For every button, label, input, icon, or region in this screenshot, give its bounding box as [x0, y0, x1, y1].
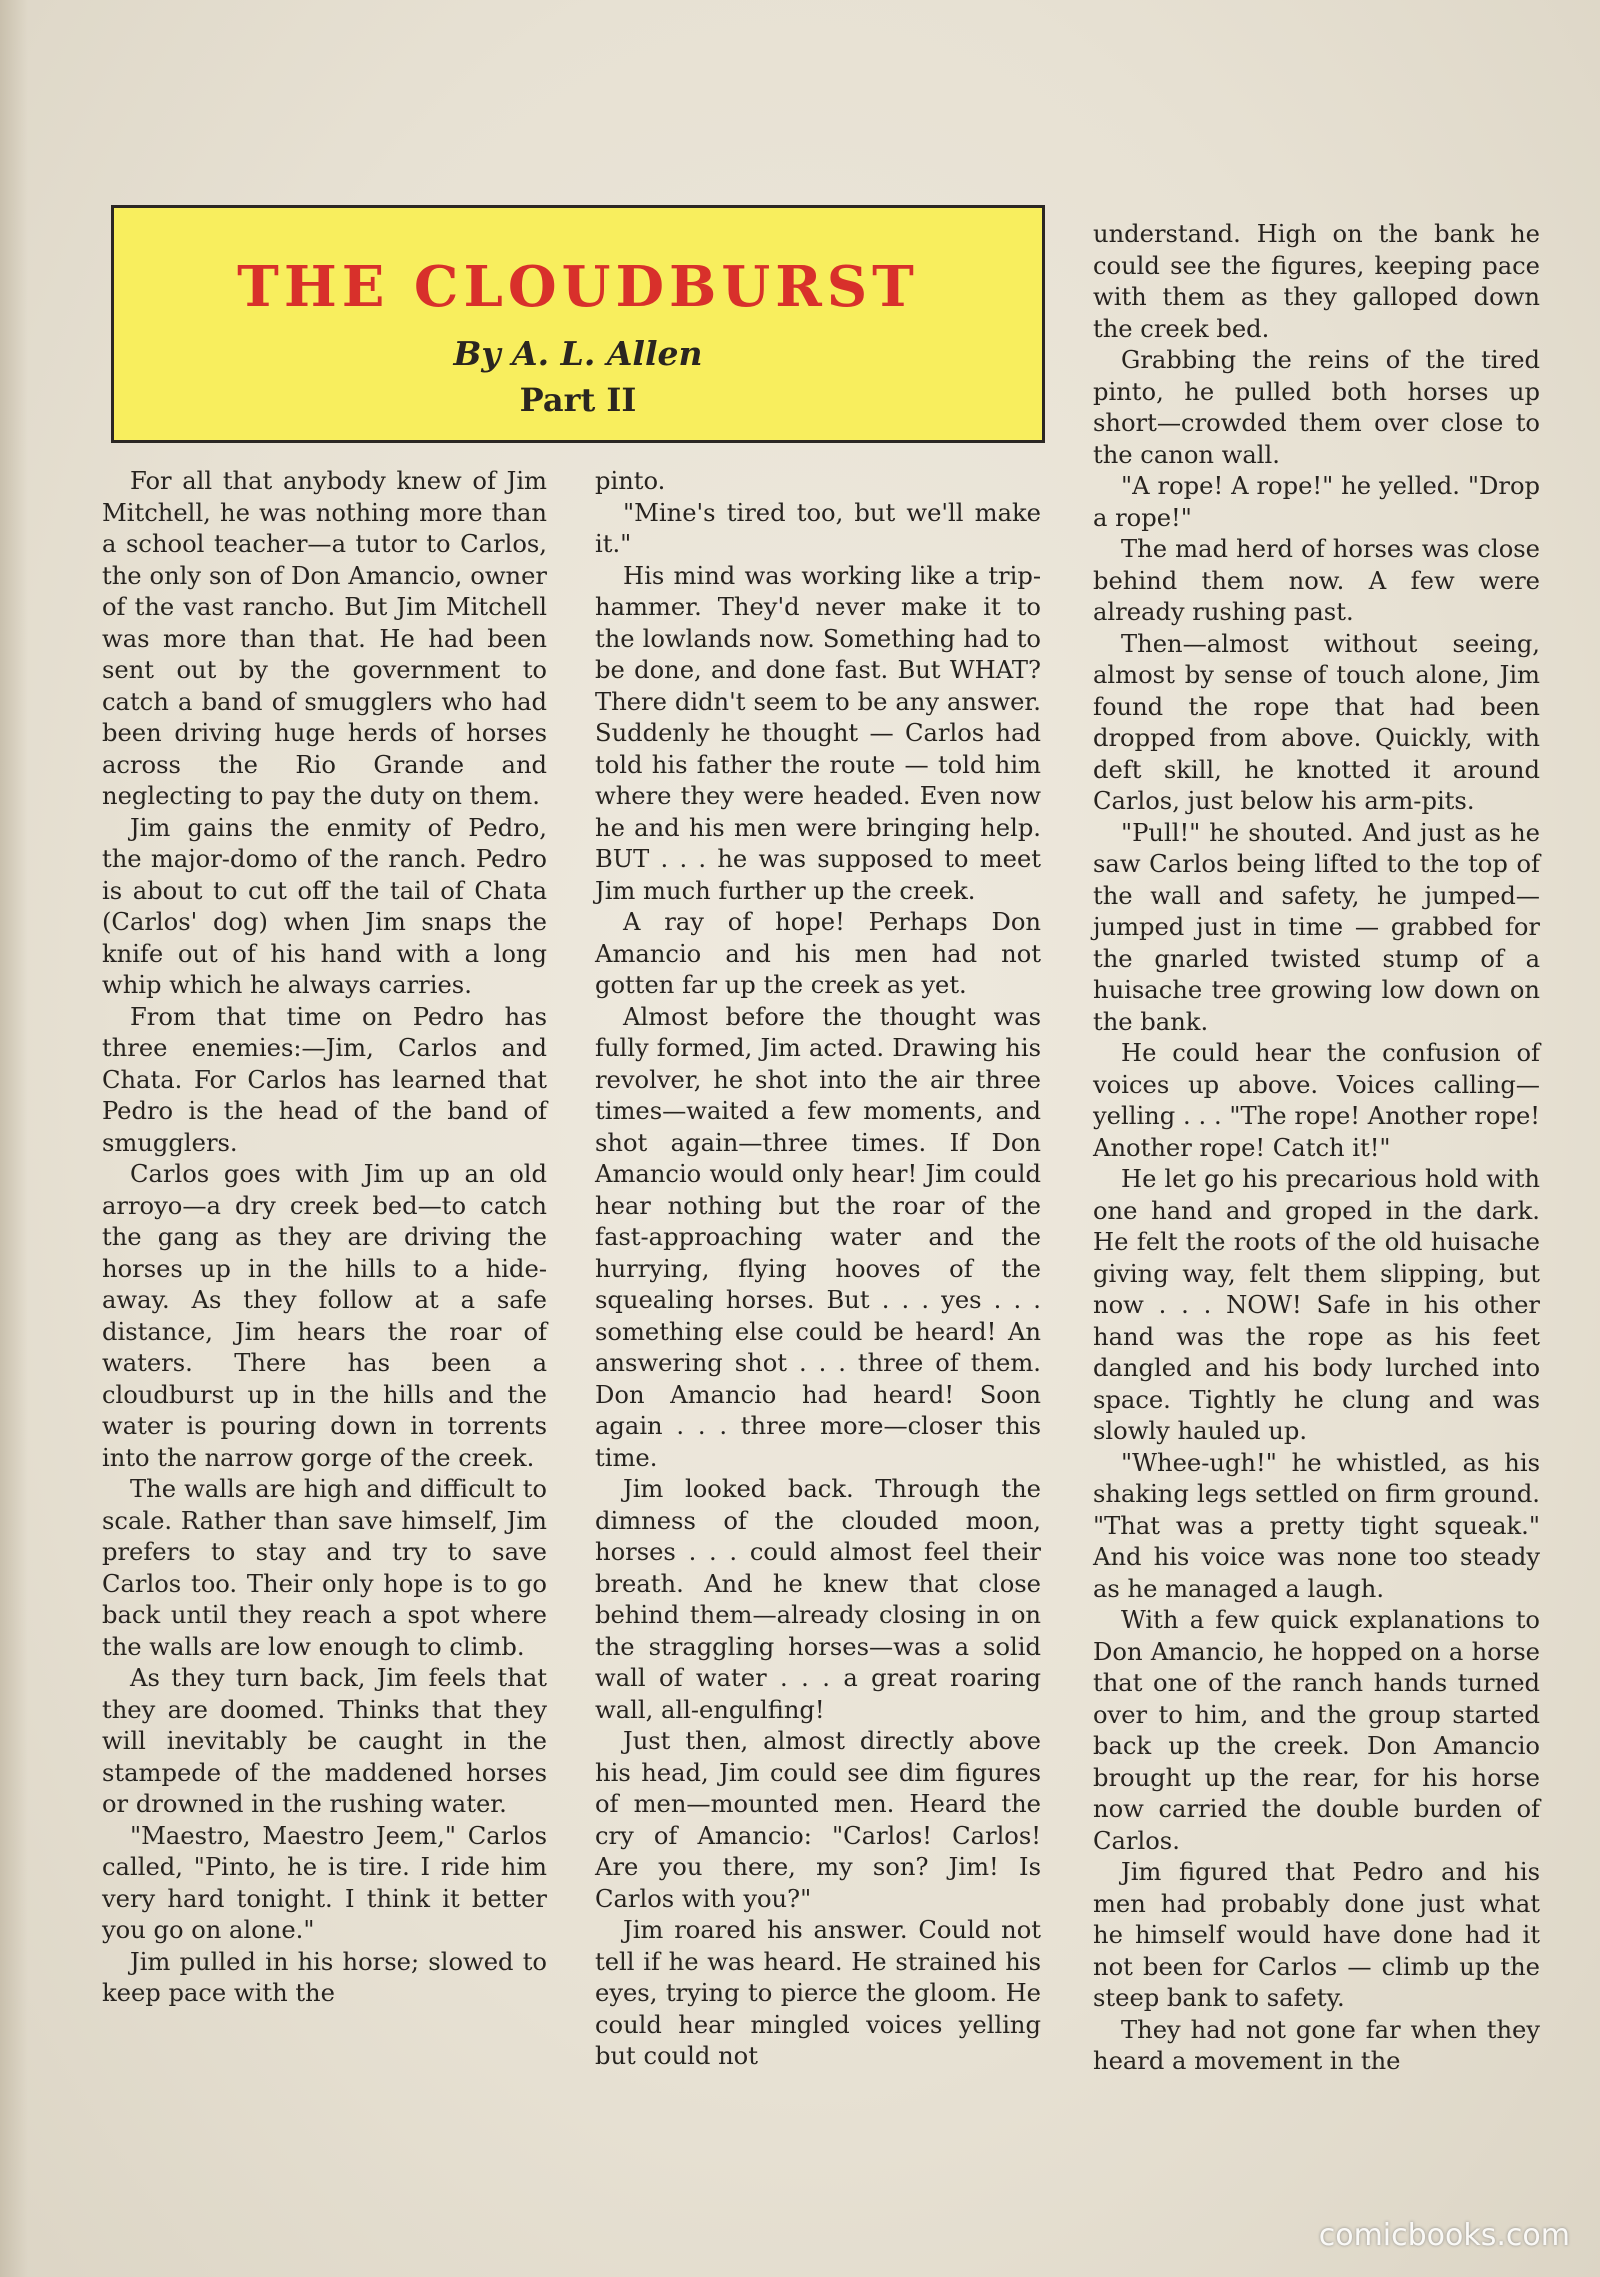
story-byline: By A. L. Allen: [453, 334, 703, 373]
paragraph: Then—almost without seeing, almost by sense of touch alone, Jim found the rope that had been dropped from above. Quickly, with deft skill, he knotted it around Carlos, just below his arm-pits.: [1093, 629, 1540, 815]
paragraph: "Pull!" he shouted. And just as he saw Carlos being lifted to the top of the wall and safety, he jumped—jumped just in time — grabbed for the gnarled twisted stump of a huisache tree growing low down on the bank.: [1093, 818, 1540, 1036]
paragraph: A ray of hope! Perhaps Don Amancio and his men had not gotten far up the creek as yet.: [595, 908, 1041, 999]
text-column-3: [1093, 219, 1540, 2078]
story-title: THE CLOUDBURST: [237, 254, 919, 320]
paragraph: The walls are high and difficult to scale. Rather than save himself, Jim prefers to stay and try to save Carlos too. Their only hope is to go back until they reach a spot where the walls are low enough to climb.: [102, 1475, 547, 1661]
text-column-1: [102, 466, 547, 2010]
text-column-2: [595, 466, 1041, 2073]
paragraph: He could hear the confusion of voices up above. Voices calling—yelling . . . "The rope! Another rope! Another rope! Catch it!": [1093, 1039, 1540, 1162]
paragraph: Jim pulled in his horse; slowed to keep pace with the: [102, 1947, 547, 2007]
site-watermark: comicbooks.com: [1318, 2218, 1570, 2253]
paragraph: With a few quick explanations to Don Amancio, he hopped on a horse that one of the ranch hands turned over to him, and the group started back up the creek. Don Amancio brought up the rear, for his horse now carried the double burden of Carlos.: [1093, 1606, 1540, 1855]
paragraph: Grabbing the reins of the tired pinto, he pulled both horses up short—crowded them over close to the canon wall.: [1093, 346, 1540, 469]
paragraph: Just then, almost directly above his head, Jim could see dim figures of men—mounted men. Heard the cry of Amancio: "Carlos! Carlos! Are you there, my son? Jim! Is Carlos with you?": [595, 1727, 1041, 1913]
paragraph: Jim roared his answer. Could not tell if he was heard. He strained his eyes, trying to pierce the gloom. He could hear mingled voices yelling but could not: [595, 1916, 1041, 2070]
paragraph: For all that anybody knew of Jim Mitchell, he was nothing more than a school teacher—a tutor to Carlos, the only son of Don Amancio, owner of the vast rancho. But Jim Mitchell was more than that. He had been sent out by the government to catch a band of smugglers who had been driving huge herds of horses across the Rio Grande and neglecting to pay the duty on them.: [102, 467, 547, 810]
paragraph: The mad herd of horses was close behind them now. A few were already rushing past.: [1093, 535, 1540, 626]
paragraph: From that time on Pedro has three enemies:—Jim, Carlos and Chata. For Carlos has learned that Pedro is the head of the band of smugglers.: [102, 1002, 547, 1157]
paragraph: He let go his precarious hold with one hand and groped in the dark. He felt the roots of the old huisache giving way, felt them slipping, but now . . . NOW! Safe in his other hand was the rope as his feet dangled and his body lurched into space. Tightly he clung and was slowly hauled up.: [1093, 1165, 1540, 1445]
story-title-box: [111, 205, 1045, 443]
paragraph: They had not gone far when they heard a movement in the: [1093, 2015, 1540, 2075]
paragraph: Carlos goes with Jim up an old arroyo—a dry creek bed—to catch the gang as they are driving the horses up in the hills to a hide-away. As they follow at a safe distance, Jim hears the roar of waters. There has been a cloudburst up in the hills and the water is pouring down in torrents into the narrow gorge of the creek.: [102, 1160, 547, 1472]
paragraph: "Whee-ugh!" he whistled, as his shaking legs settled on firm ground. "That was a pretty tight squeak." And his voice was none too steady as he managed a laugh.: [1093, 1448, 1540, 1603]
paragraph: Jim gains the enmity of Pedro, the major-domo of the ranch. Pedro is about to cut off the tail of Chata (Carlos' dog) when Jim snaps the knife out of his hand with a long whip which he always carries.: [102, 813, 547, 999]
paragraph: pinto.: [595, 467, 666, 495]
paragraph: Almost before the thought was fully formed, Jim acted. Drawing his revolver, he shot into the air three times—waited a few moments, and shot again—three times. If Don Amancio would only hear! Jim could hear nothing but the roar of the fast-approaching water and the hurrying, flying hooves of the squealing horses. But . . . yes . . . something else could be heard! An answering shot . . . three of them. Don Amancio had heard! Soon again . . . three more—closer this time.: [595, 1002, 1041, 1472]
paragraph: Jim looked back. Through the dimness of the clouded moon, horses . . . could almost feel their breath. And he knew that close behind them—already closing in on the straggling horses—was a solid wall of water . . . a great roaring wall, all-engulfing!: [595, 1475, 1041, 1724]
story-part: Part II: [519, 381, 637, 419]
paragraph: Jim figured that Pedro and his men had probably done just what he himself would have done had it not been for Carlos — climb up the steep bank to safety.: [1093, 1858, 1540, 2012]
paragraph: "A rope! A rope!" he yelled. "Drop a rope!": [1093, 472, 1540, 532]
paragraph: "Maestro, Maestro Jeem," Carlos called, "Pinto, he is tire. I ride him very hard tonight. I think it better you go on alone.": [102, 1821, 547, 1944]
paragraph: As they turn back, Jim feels that they are doomed. Thinks that they will inevitably be caught in the stampede of the maddened horses or drowned in the rushing water.: [102, 1664, 547, 1818]
paragraph: His mind was working like a trip-hammer. They'd never make it to the lowlands now. Something had to be done, and done fast. But WHAT? There didn't seem to be any answer. Suddenly he thought — Carlos had told his father the route — told him where they were headed. Even now he and his men were bringing help. BUT . . . he was supposed to meet Jim much further up the creek.: [595, 561, 1041, 905]
page-binding-shadow: [0, 0, 28, 2277]
paragraph: "Mine's tired too, but we'll make it.": [595, 498, 1041, 558]
paragraph: understand. High on the bank he could see the figures, keeping pace with them as they galloped down the creek bed.: [1093, 220, 1540, 343]
